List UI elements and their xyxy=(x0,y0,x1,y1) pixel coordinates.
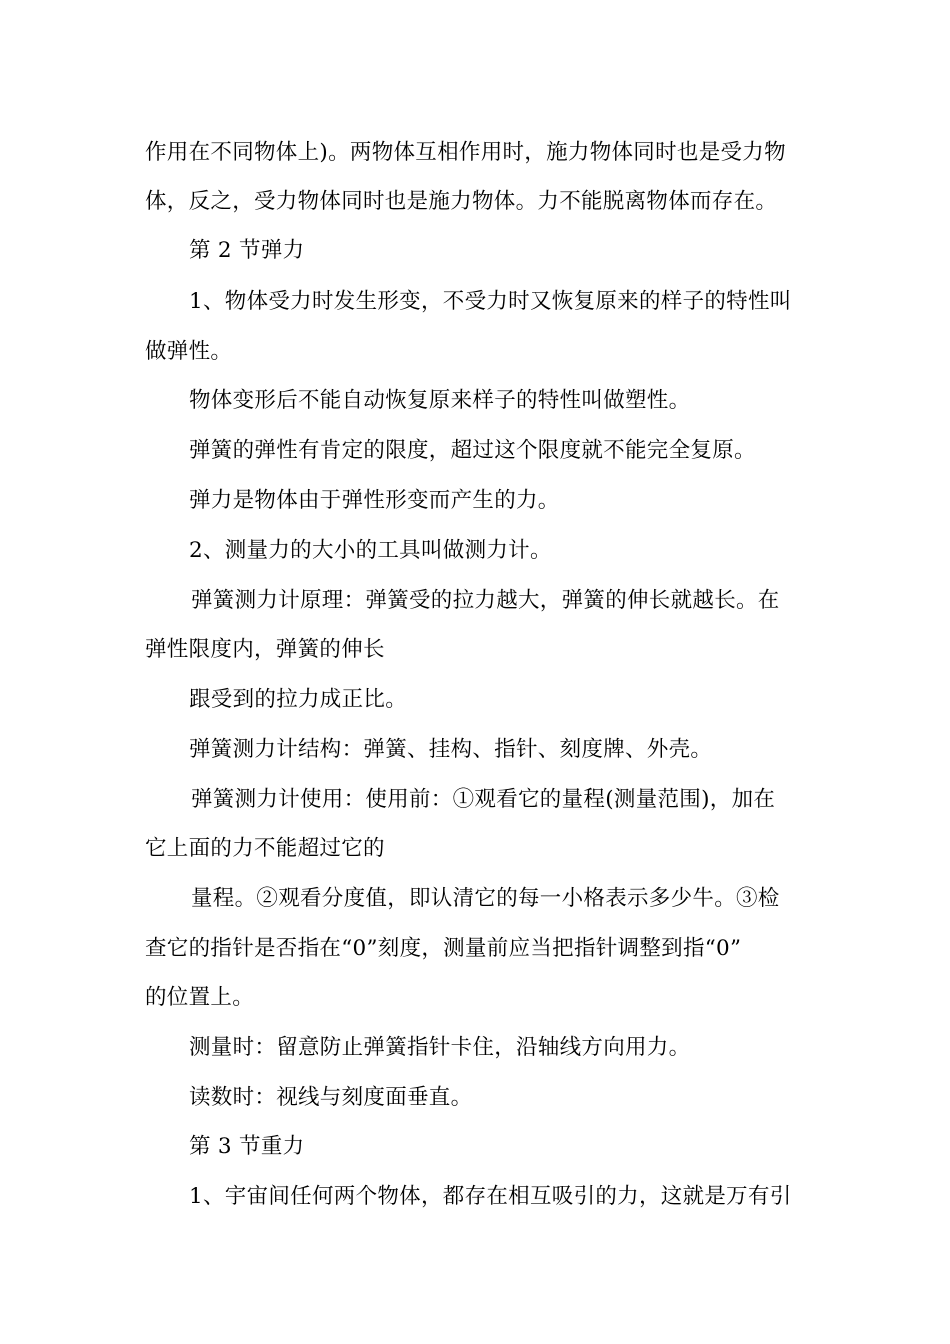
text-line: 跟受到的拉力成正比。 xyxy=(189,687,408,712)
text-line: 物体变形后不能自动恢复原来样子的特性叫做塑性。 xyxy=(189,388,691,413)
text-line: 读数时：视线与刻度面垂直。 xyxy=(189,1085,473,1110)
text-line: 作用在不同物体上)。两物体互相作用时，施力物体同时也是受力物 xyxy=(145,140,786,165)
text-line: 体，反之，受力物体同时也是施力物体。力不能脱离物体而存在。 xyxy=(145,189,778,214)
text-line: 它上面的力不能超过它的 xyxy=(145,836,385,861)
text-line: 弹性限度内，弹簧的伸长 xyxy=(145,637,385,662)
text-line: 2、测量力的大小的工具叫做测力计。 xyxy=(189,538,552,563)
text-line: 测量时：留意防止弹簧指针卡住，沿轴线方向用力。 xyxy=(189,1035,691,1060)
section-heading: 第 3 节重力 xyxy=(189,1134,305,1159)
text-line: 的位置上。 xyxy=(145,985,255,1010)
text-line: 弹簧测力计结构：弹簧、挂构、指针、刻度牌、外壳。 xyxy=(189,737,713,762)
text-line: 1、物体受力时发生形变，不受力时又恢复原来的样子的特性叫 xyxy=(189,289,792,314)
text-line: 量程。②观看分度值，即认清它的每一小格表示多少牛。③检 xyxy=(191,886,780,911)
text-line: 弹簧测力计使用：使用前：①观看它的量程(测量范围)，加在 xyxy=(191,787,776,812)
text-line: 弹簧测力计原理：弹簧受的拉力越大，弹簧的伸长就越长。在 xyxy=(191,588,780,613)
text-line: 弹簧的弹性有肯定的限度，超过这个限度就不能完全复原。 xyxy=(189,438,756,463)
text-line: 做弹性。 xyxy=(145,339,233,364)
text-line: 1、宇宙间任何两个物体，都存在相互吸引的力，这就是万有引 xyxy=(189,1184,792,1209)
section-heading: 第 2 节弹力 xyxy=(189,238,305,263)
text-line: 查它的指针是否指在“0”刻度，测量前应当把指针调整到指“0” xyxy=(145,936,742,961)
text-line: 弹力是物体由于弹性形变而产生的力。 xyxy=(189,488,560,513)
